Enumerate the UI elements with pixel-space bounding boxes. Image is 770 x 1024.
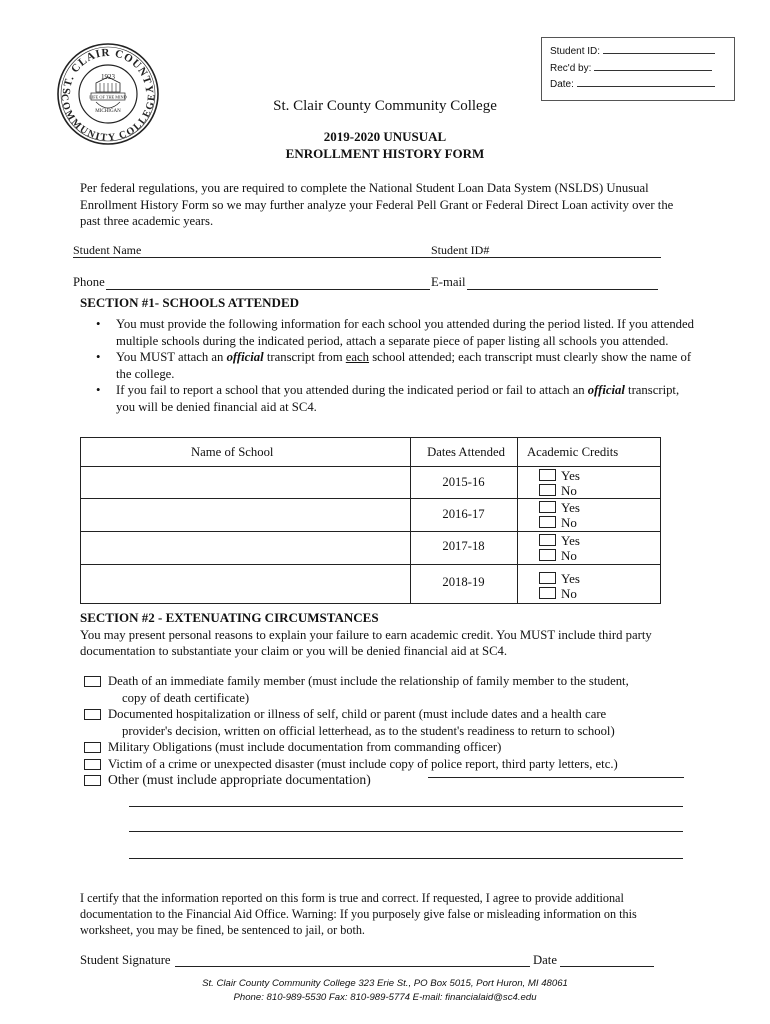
no-checkbox[interactable] [539, 516, 556, 528]
credits-choice [539, 468, 580, 498]
office-date-label: Date: [550, 79, 574, 90]
bullet2-official: official [226, 350, 264, 364]
office-use-box [541, 37, 735, 101]
student-name-line[interactable] [73, 257, 431, 258]
year-label: 2017-18 [442, 539, 485, 553]
section2-paragraph: You may present personal reasons to explain your failure to earn academic credit. You MUST include third party documentation to substantiate your claim or you will be denied financial aid at SC4. [80, 628, 652, 658]
office-student-id-line[interactable] [603, 44, 715, 54]
year-label: 2016-17 [442, 507, 485, 521]
school-name-cell[interactable] [81, 565, 410, 604]
circumstance-text-cont: copy of death certificate) [122, 690, 250, 705]
bullet2-text-e: school attended; each transcript must clearly show the name of the college. [116, 350, 692, 381]
email-line[interactable] [467, 289, 658, 290]
section1-heading: SECTION #1- SCHOOLS ATTENDED [80, 295, 300, 310]
circumstances-list [84, 673, 704, 789]
explanation-line[interactable] [129, 806, 683, 807]
circumstance-checkbox[interactable] [84, 709, 101, 720]
circumstance-checkbox[interactable] [84, 742, 101, 753]
school-name-cell[interactable] [81, 499, 410, 531]
bullet3-official: official [587, 383, 625, 397]
certification-paragraph: I certify that the information reported on this form is true and correct. If requested, I agree to provide additional documentation to the Financial Aid Office. Warning: If you purposely give false or misleading information on this worksheet, you may be fined, be sentenced to jail, or both. [80, 891, 637, 937]
yes-label: Yes [561, 500, 580, 515]
year-label: 2015-16 [442, 475, 485, 489]
bullet2-text-a: You MUST attach an [116, 350, 227, 364]
no-label: No [561, 586, 577, 601]
explanation-line[interactable] [129, 858, 683, 859]
seal-banner: LIFE OF THE MIND [89, 94, 127, 100]
form-title-line2: ENROLLMENT HISTORY FORM [285, 146, 485, 161]
circumstance-text: Military Obligations (must include documentation from commanding officer) [108, 740, 502, 754]
form-title-line1: 2019-2020 UNUSUAL [323, 129, 447, 144]
yes-checkbox[interactable] [539, 469, 556, 481]
student-id-label: Student ID# [431, 243, 490, 257]
bullet-item [96, 382, 696, 415]
footer [0, 977, 770, 1005]
circumstance-checkbox[interactable] [84, 676, 101, 687]
email-label: E-mail [431, 275, 466, 289]
bullet2-each: each [345, 350, 370, 364]
circumstance-item [84, 706, 704, 723]
seal-year: 1923 [101, 73, 115, 81]
yes-label: Yes [561, 571, 580, 586]
circumstance-text-cont: provider's decision, written on official letterhead, as to the student's readiness to return to school) [122, 723, 615, 738]
bullet-dot: • [96, 383, 101, 397]
section2-heading: SECTION #2 - EXTENUATING CIRCUMSTANCES [80, 610, 379, 625]
no-checkbox[interactable] [539, 549, 556, 561]
bullet3-text-c: transcript, you will be denied financial aid at SC4. [116, 383, 680, 414]
circumstance-item [84, 756, 704, 773]
date-line[interactable] [560, 966, 654, 967]
other-line[interactable] [428, 777, 684, 778]
credits-choice [539, 533, 580, 563]
form-title [0, 128, 770, 162]
col-header-school: Name of School [191, 445, 274, 459]
signature-line[interactable] [175, 966, 530, 967]
year-label: 2018-19 [442, 575, 485, 589]
circumstance-text: Death of an immediate family member (must include the relationship of family member to the student, [108, 674, 629, 688]
no-label: No [561, 483, 577, 498]
yes-label: Yes [561, 533, 580, 548]
signature-label: Student Signature [80, 953, 171, 967]
bullet-item [96, 349, 696, 382]
bullet2-text-c: transcript from [263, 350, 346, 364]
circumstance-checkbox[interactable] [84, 759, 101, 770]
phone-line[interactable] [106, 289, 430, 290]
bullet1-text: You must provide the following information for each school you attended during the period listed. If you attended multiple schools during the indicated period, attach a separate piece of paper listing all schools you attended. [116, 317, 694, 348]
col-header-dates: Dates Attended [427, 445, 505, 459]
school-name-cell[interactable] [81, 532, 410, 564]
footer-address: St. Clair County Community College 323 Erie St., PO Box 5015, Port Huron, MI 48061 [202, 978, 568, 989]
office-recd-by-line[interactable] [594, 61, 712, 71]
yes-checkbox[interactable] [539, 501, 556, 513]
circumstance-item [84, 739, 704, 756]
no-checkbox[interactable] [539, 484, 556, 496]
yes-label: Yes [561, 468, 580, 483]
date-label: Date [533, 953, 557, 967]
seal-ring-bottom: COMMUNITY COLLEGE [58, 93, 158, 144]
circumstance-checkbox[interactable] [84, 775, 101, 786]
bullet-dot: • [96, 350, 101, 364]
circumstance-item [84, 673, 704, 690]
circumstance-item [84, 772, 704, 789]
schools-table [80, 437, 661, 604]
school-name-cell[interactable] [81, 467, 410, 498]
explanation-line[interactable] [129, 831, 683, 832]
no-checkbox[interactable] [539, 587, 556, 599]
college-name: St. Clair County Community College [273, 98, 497, 114]
no-label: No [561, 548, 577, 563]
yes-checkbox[interactable] [539, 572, 556, 584]
circumstance-text: Victim of a crime or unexpected disaster (must include copy of police report, third party letters, etc.) [108, 756, 618, 771]
seal-ring-top: ST. CLAIR COUNTY [60, 46, 156, 95]
bullet3-text-a: If you fail to report a school that you attended during the indicated period or fail to attach an [116, 383, 588, 397]
student-name-label: Student Name [73, 243, 142, 257]
section1-bullets [96, 316, 696, 415]
office-date-line[interactable] [577, 77, 715, 87]
phone-label: Phone [73, 275, 105, 289]
student-id-line[interactable] [431, 257, 661, 258]
credits-choice [539, 571, 580, 601]
footer-contact: Phone: 810-989-5530 Fax: 810-989-5774 E-mail: financialaid@sc4.edu [233, 992, 537, 1003]
intro-paragraph: Per federal regulations, you are required to complete the National Student Loan Data System (NSLDS) Unusual Enrollment History Form so we may further analyze your Federal Pell Grant or Federal Direct Loan activity over the past three academic years. [80, 181, 674, 228]
table-divider [517, 438, 518, 603]
office-student-id-label: Student ID: [550, 46, 601, 57]
yes-checkbox[interactable] [539, 534, 556, 546]
circumstance-text: Other (must include appropriate documentation) [108, 772, 371, 787]
circumstance-text: Documented hospitalization or illness of self, child or parent (must include dates and a health care [108, 707, 607, 721]
bullet-dot: • [96, 317, 101, 331]
col-header-credits: Academic Credits [527, 445, 619, 459]
bullet-item [96, 316, 696, 349]
no-label: No [561, 515, 577, 530]
credits-choice [539, 500, 580, 530]
seal-state: MICHIGAN [95, 109, 121, 114]
office-recd-by-label: Rec'd by: [550, 62, 592, 74]
